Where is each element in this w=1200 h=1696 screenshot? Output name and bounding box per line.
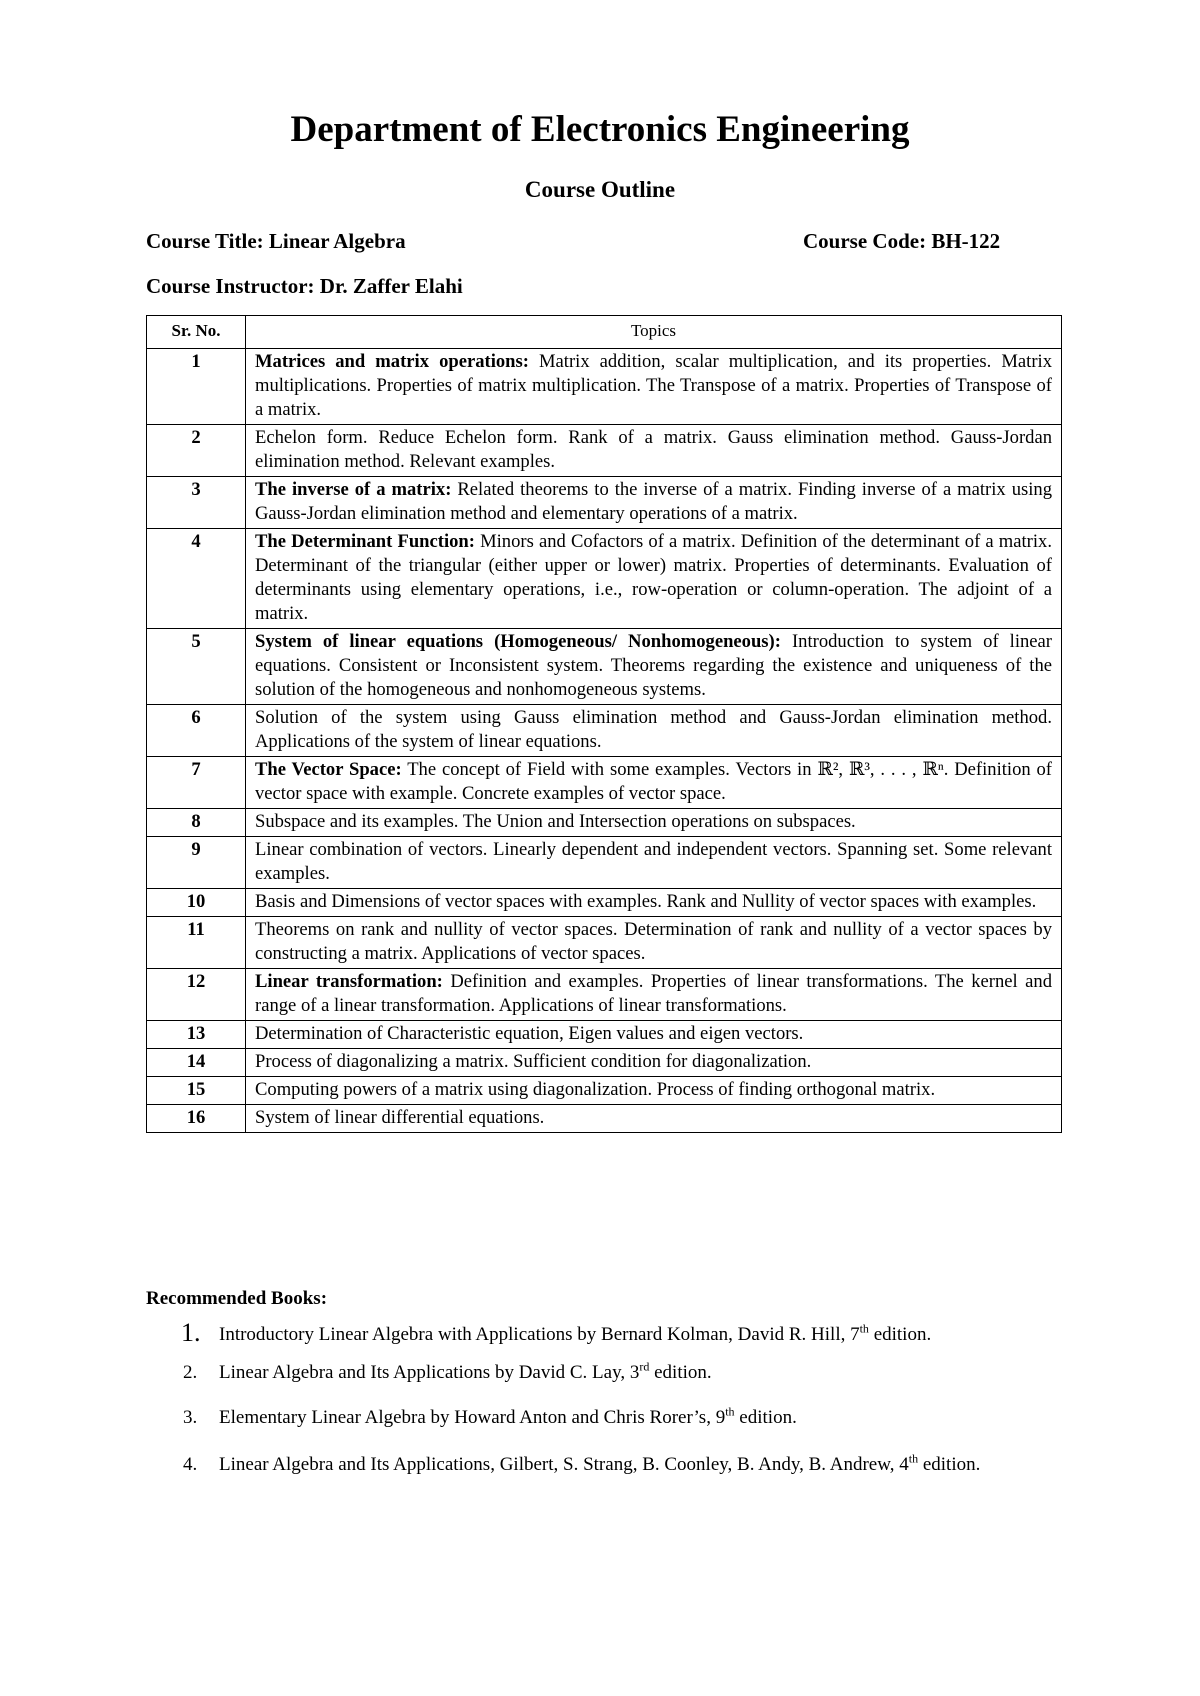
table-row <box>147 889 1062 917</box>
book-title: Linear Algebra and Its Applications by David C. Lay, 3 <box>219 1362 640 1383</box>
table-row <box>147 1049 1062 1077</box>
topic-cell <box>246 349 1062 425</box>
table-row <box>147 1021 1062 1049</box>
table-row <box>147 1077 1062 1105</box>
topic-cell <box>246 837 1062 889</box>
edition-suffix: edition. <box>649 1362 712 1383</box>
books-list <box>146 1318 1066 1478</box>
topic-heading: System of linear equations (Homogeneous/ Nonhomogeneous): <box>255 631 781 652</box>
topic-cell <box>246 1077 1062 1105</box>
book-number: 3. <box>183 1407 198 1428</box>
table-row <box>147 809 1062 837</box>
serial-number: 4 <box>147 529 246 629</box>
edition-suffix: edition. <box>918 1454 981 1475</box>
topic-text: Solution of the system using Gauss elimination method and Gauss-Jordan elimination method. Applications of the system of linear equations. <box>255 707 1052 752</box>
book-number: 2. <box>183 1362 198 1383</box>
page-title: Department of Electronics Engineering <box>290 109 910 150</box>
topic-cell <box>246 917 1062 969</box>
topics-table <box>146 315 1062 1133</box>
topic-cell <box>246 529 1062 629</box>
topic-text: Linear combination of vectors. Linearly dependent and independent vectors. Spanning set. Some relevant examples. <box>255 839 1052 884</box>
topic-heading: The inverse of a matrix: <box>255 479 452 500</box>
topic-text: Process of diagonalizing a matrix. Sufficient condition for diagonalization. <box>255 1051 812 1072</box>
book-number: 1. <box>181 1318 201 1347</box>
topic-text: Theorems on rank and nullity of vector spaces. Determination of rank and nullity of a vector spaces by constructing a matrix. Applications of vector spaces. <box>255 919 1052 964</box>
topic-cell <box>246 629 1062 705</box>
serial-number: 13 <box>147 1021 246 1049</box>
table-row <box>147 529 1062 629</box>
topic-text: Definition and examples. Properties of linear transformations. The kernel and range of a linear transformation. Applications of linear transformations. <box>255 971 1052 1016</box>
topic-heading: Linear transformation: <box>255 971 443 992</box>
course-title: Course Title: Linear Algebra <box>146 229 406 253</box>
table-row <box>147 1105 1062 1133</box>
serial-number: 14 <box>147 1049 246 1077</box>
serial-number: 11 <box>147 917 246 969</box>
table-row <box>147 477 1062 529</box>
document-subtitle: Course Outline <box>524 177 676 202</box>
edition-superscript: th <box>908 1451 919 1466</box>
topic-cell <box>246 477 1062 529</box>
topic-text: Computing powers of a matrix using diagonalization. Process of finding orthogonal matrix. <box>255 1079 936 1100</box>
edition-superscript: rd <box>639 1359 650 1374</box>
edition-superscript: th <box>725 1404 735 1419</box>
serial-number: 3 <box>147 477 246 529</box>
topic-cell <box>246 425 1062 477</box>
serial-number: 9 <box>147 837 246 889</box>
column-header-topics: Topics <box>246 316 1062 349</box>
topic-heading: Matrices and matrix operations: <box>255 351 529 372</box>
topic-cell <box>246 969 1062 1021</box>
serial-number: 6 <box>147 705 246 757</box>
topic-cell <box>246 1021 1062 1049</box>
topic-text: Basis and Dimensions of vector spaces with examples. Rank and Nullity of vector spaces with examples. <box>255 891 1037 912</box>
topic-text: System of linear differential equations. <box>255 1107 545 1128</box>
course-instructor: Course Instructor: Dr. Zaffer Elahi <box>146 274 463 298</box>
topic-text: Related theorems to the inverse of a matrix. Finding inverse of a matrix using Gauss-Jordan elimination method and elementary operations of a matrix. <box>255 479 1052 524</box>
topic-text: Echelon form. Reduce Echelon form. Rank of a matrix. Gauss elimination method. Gauss-Jordan elimination method. Relevant examples. <box>255 427 1052 472</box>
serial-number: 12 <box>147 969 246 1021</box>
topic-cell <box>246 1105 1062 1133</box>
serial-number: 16 <box>147 1105 246 1133</box>
book-item <box>146 1452 1066 1478</box>
topic-text: Minors and Cofactors of a matrix. Definition of the determinant of a matrix. Determinant of the triangular (either upper or lower) matrix. Properties of determinants. Evaluation of determinants using elementary operations, i.e., row-operation or column-operation. The adjoint of a matrix. <box>255 531 1052 624</box>
topic-text: Subspace and its examples. The Union and Intersection operations on subspaces. <box>255 811 856 832</box>
books-heading: Recommended Books: <box>146 1288 328 1309</box>
book-title: Linear Algebra and Its Applications, Gilbert, S. Strang, B. Coonley, B. Andy, B. Andrew, 4 <box>219 1454 909 1475</box>
book-title: Introductory Linear Algebra with Applications by Bernard Kolman, David R. Hill, 7 <box>219 1324 860 1345</box>
topic-text: Matrix addition, scalar multiplication, and its properties. Matrix multiplications. Properties of matrix multiplication. The Transpose of a matrix. Properties of Transpose of a matrix. <box>255 351 1052 420</box>
edition-superscript: th <box>859 1321 869 1336</box>
topic-heading: The Determinant Function: <box>255 531 475 552</box>
table-row <box>147 705 1062 757</box>
book-number: 4. <box>183 1454 198 1475</box>
edition-suffix: edition. <box>734 1407 797 1428</box>
topic-text: Determination of Characteristic equation, Eigen values and eigen vectors. <box>255 1023 804 1044</box>
table-row <box>147 837 1062 889</box>
course-code: Course Code: BH-122 <box>803 229 1001 253</box>
serial-number: 1 <box>147 349 246 425</box>
book-item <box>146 1318 1066 1348</box>
table-header-row <box>147 316 1062 349</box>
topic-cell <box>246 705 1062 757</box>
topic-heading: The Vector Space: <box>255 759 402 780</box>
table-row <box>147 757 1062 809</box>
topic-cell <box>246 757 1062 809</box>
book-item <box>146 1405 1066 1431</box>
serial-number: 15 <box>147 1077 246 1105</box>
book-item <box>146 1360 1066 1386</box>
edition-suffix: edition. <box>868 1324 932 1345</box>
table-row <box>147 969 1062 1021</box>
book-title: Elementary Linear Algebra by Howard Anton and Chris Rorer’s, 9 <box>219 1407 726 1428</box>
serial-number: 7 <box>147 757 246 809</box>
topic-cell <box>246 889 1062 917</box>
table-row <box>147 425 1062 477</box>
topic-text: The concept of Field with some examples. Vectors in ℝ², ℝ³, . . . , ℝⁿ. Definition of vector space with example. Concrete examples of vector space. <box>255 759 1053 804</box>
serial-number: 5 <box>147 629 246 705</box>
serial-number: 2 <box>147 425 246 477</box>
serial-number: 8 <box>147 809 246 837</box>
table-row <box>147 917 1062 969</box>
serial-number: 10 <box>147 889 246 917</box>
table-row <box>147 349 1062 425</box>
topic-cell <box>246 809 1062 837</box>
column-header-sr-no: Sr. No. <box>147 316 246 349</box>
topic-text: Introduction to system of linear equations. Consistent or Inconsistent system. Theorems regarding the existence and uniqueness of the solution of the homogeneous and nonhomogeneous systems. <box>255 631 1052 700</box>
topic-cell <box>246 1049 1062 1077</box>
table-row <box>147 629 1062 705</box>
